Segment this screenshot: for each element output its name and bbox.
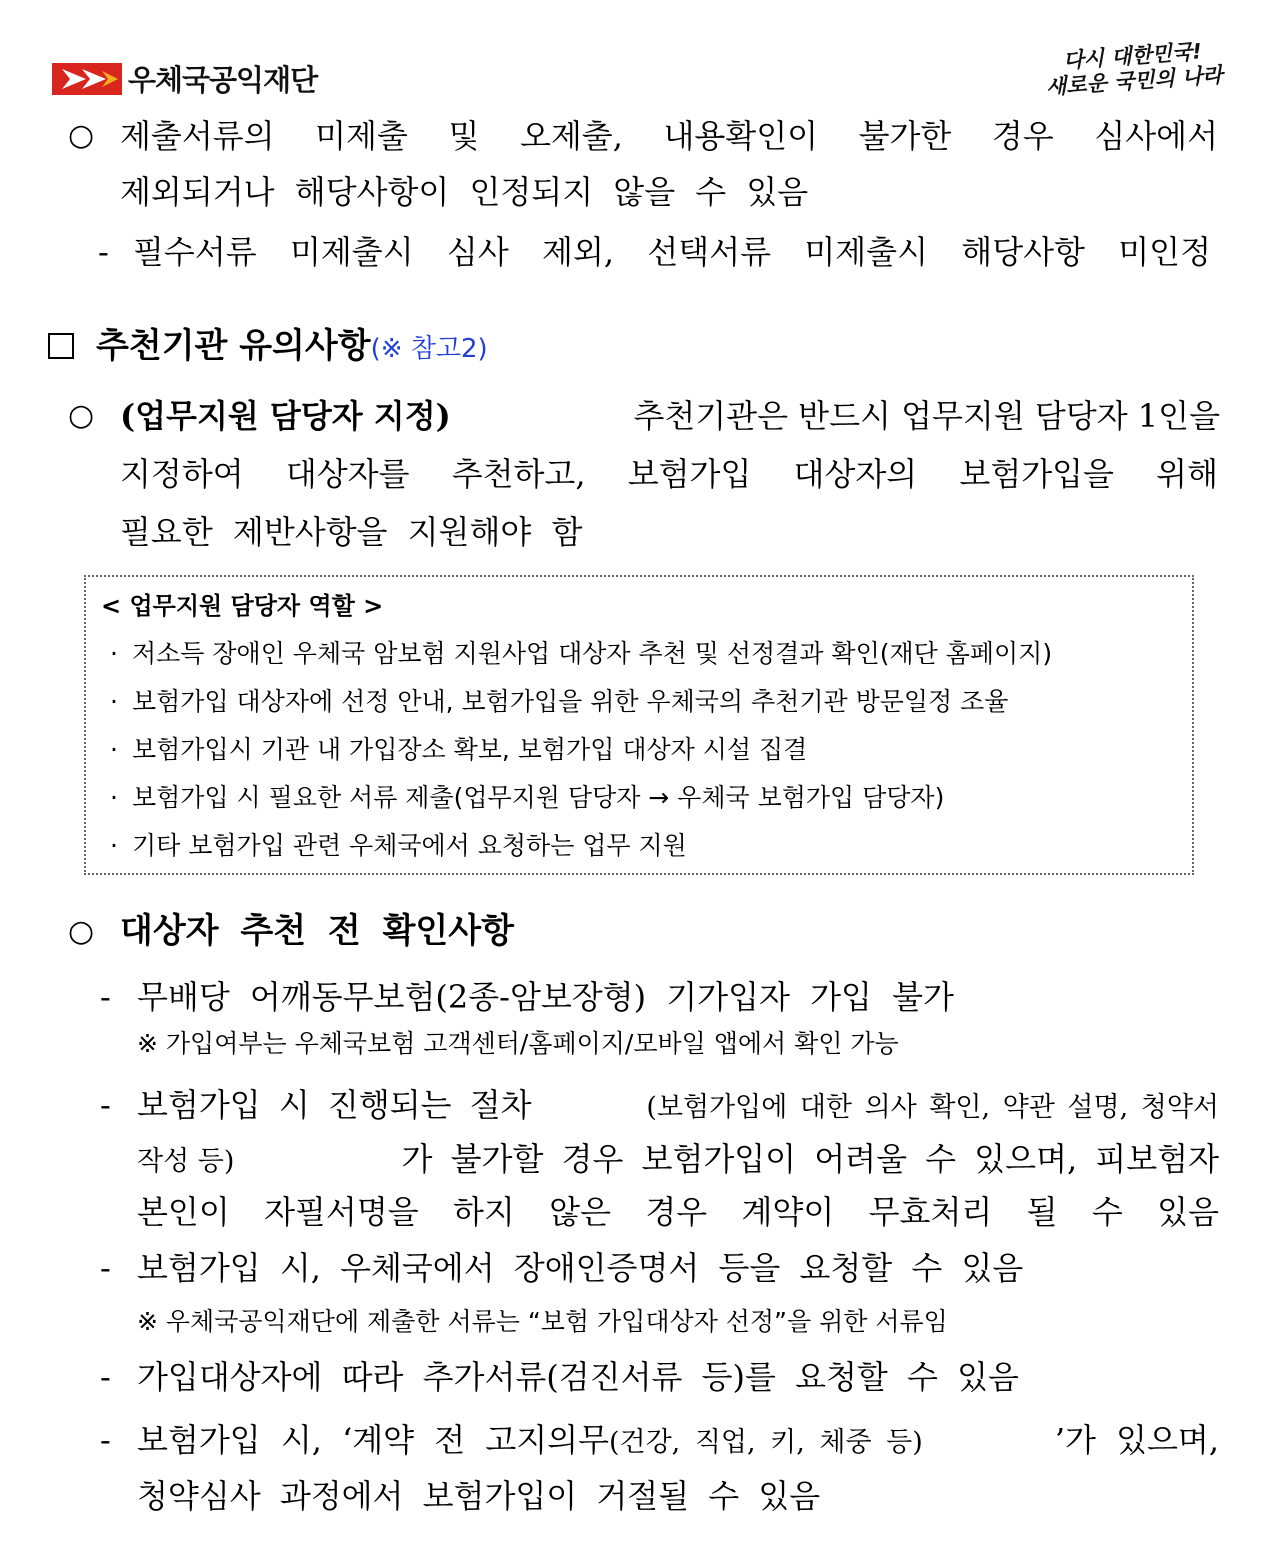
section2-title: 추천기관 유의사항	[96, 326, 371, 366]
section3-title: 대상자 추천 전 확인사항	[120, 911, 514, 951]
role-item: · 저소득 장애인 우체국 암보험 지원사업 대상자 추천 및 선정결과 확인(재단 홈페이지)	[110, 639, 1053, 668]
s1-sub1: 필수서류 미제출시 심사 제외, 선택서류 미제출시 해당사항 미인정	[133, 233, 1211, 271]
dash-bullet: -	[98, 233, 109, 271]
postal-logo-icon	[52, 59, 122, 99]
org-name: 우체국공익재단	[128, 63, 318, 97]
s2-item1-bold: (업무지원 담당자 지정)	[120, 397, 451, 435]
s3-d2-line2: 작성 등) 가 불가할 경우 보험가입이 어려울 수 있으며, 피보험자	[137, 1140, 1219, 1178]
s3-d2-line3: 본인이 자필서명을 하지 않은 경우 계약이 무효처리 될 수 있음	[137, 1193, 1219, 1231]
dash-bullet: -	[100, 1249, 111, 1287]
section2-ref: (※ 참고2)	[370, 334, 488, 364]
role-item: · 기타 보험가입 관련 우체국에서 요청하는 업무 지원	[110, 831, 687, 860]
role-box-title: < 업무지원 담당자 역할 >	[101, 592, 384, 620]
s2-item1-line2: 지정하여 대상자를 추천하고, 보험가입 대상자의 보험가입을 위해	[120, 455, 1218, 493]
slogan-line-1: 다시 대한민국!	[1062, 39, 1203, 73]
s3-d5-line1: 보험가입 시, ‘계약 전 고지의무 (건강, 직업, 키, 체중 등) ’가 있으며,	[137, 1421, 1219, 1459]
circle-bullet: ○	[68, 118, 95, 153]
dash-bullet: -	[100, 978, 111, 1016]
s2-item1-line3: 필요한 제반사항을 지원해야 함	[120, 513, 583, 551]
circle-bullet: ○	[68, 914, 95, 949]
org-logo	[52, 58, 317, 99]
checkbox-square-icon	[48, 333, 74, 359]
s3-d1-note: ※ 가입여부는 우체국보험 고객센터/홈페이지/모바일 앱에서 확인 가능	[137, 1029, 899, 1058]
dash-bullet: -	[100, 1421, 111, 1459]
slogan	[1044, 38, 1224, 100]
s1-item1-line1: 제출서류의 미제출 및 오제출, 내용확인이 불가한 경우 심사에서	[120, 117, 1218, 155]
s2-item1-line1	[120, 394, 1220, 438]
s3-d3-note: ※ 우체국공익재단에 제출한 서류는 “보험 가입대상자 선정”을 위한 서류임	[137, 1307, 948, 1336]
s2-item1-rest: 추천기관은 반드시 업무지원 담당자 1인을	[633, 397, 1220, 435]
s3-d4: 가입대상자에 따라 추가서류(검진서류 등)를 요청할 수 있음	[137, 1358, 1019, 1396]
dash-bullet: -	[100, 1358, 111, 1396]
s3-d1: 무배당 어깨동무보험(2종-암보장형) 기가입자 가입 불가	[137, 978, 954, 1016]
s3-d5-line2: 청약심사 과정에서 보험가입이 거절될 수 있음	[137, 1477, 821, 1515]
slogan-line-2: 새로운 국민의 나라	[1045, 62, 1224, 100]
circle-bullet: ○	[68, 398, 95, 433]
role-item: · 보험가입 대상자에 선정 안내, 보험가입을 위한 우체국의 추천기관 방문일정 조율	[110, 687, 1009, 716]
s1-item1-line2: 제외되거나 해당사항이 인정되지 않을 수 있음	[120, 173, 809, 211]
s3-d2-line1: 보험가입 시 진행되는 절차 (보험가입에 대한 의사 확인, 약관 설명, 청약서	[137, 1086, 1219, 1124]
role-item: · 보험가입시 기관 내 가입장소 확보, 보험가입 대상자 시설 집결	[110, 735, 808, 764]
s3-d3: 보험가입 시, 우체국에서 장애인증명서 등을 요청할 수 있음	[137, 1249, 1024, 1287]
section2-heading	[48, 323, 488, 372]
dash-bullet: -	[100, 1086, 111, 1124]
role-item: · 보험가입 시 필요한 서류 제출(업무지원 담당자 → 우체국 보험가입 담당자)	[110, 783, 945, 812]
